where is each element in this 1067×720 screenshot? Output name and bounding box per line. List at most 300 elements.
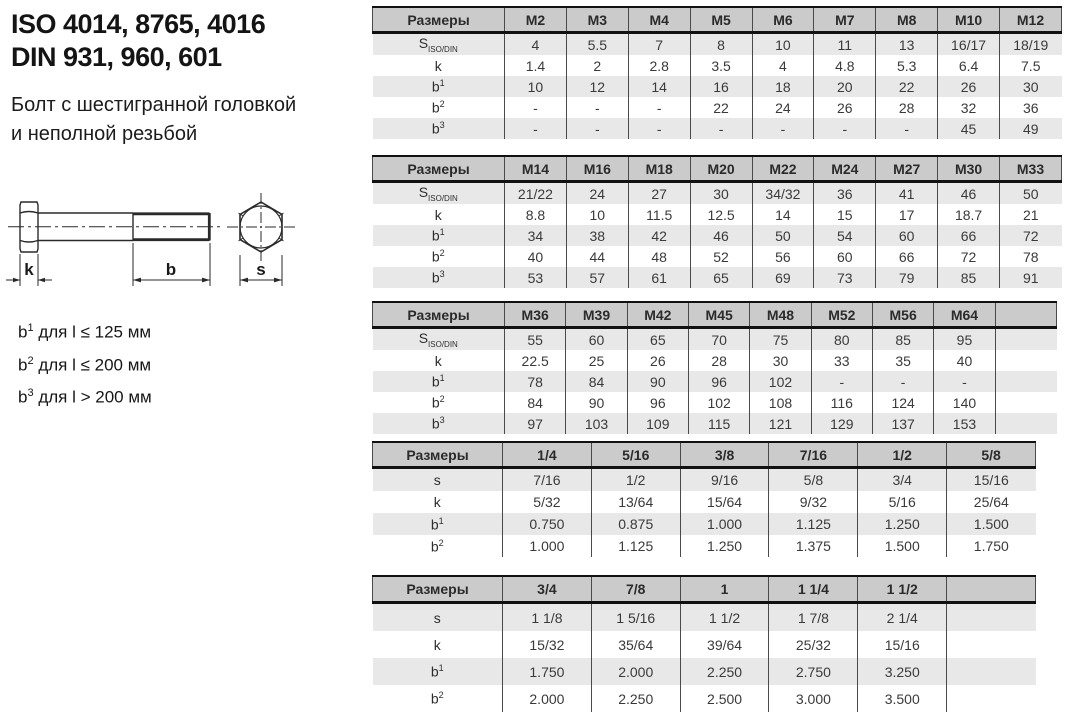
value-cell: 5.5 [566,33,628,56]
value-cell: 15/64 [680,491,769,513]
col-header-sizes: Размеры [373,7,505,33]
value-cell: 15/32 [503,631,592,658]
value-cell: 90 [566,392,627,413]
value-cell: 25 [566,350,627,371]
value-cell: 15/16 [858,631,947,658]
value-cell: 121 [750,413,811,434]
col-header-3-8: 3/8 [680,442,769,468]
value-cell: 2.8 [628,55,690,76]
table-row [373,267,1062,288]
row-label-s: $S_{ISO/DIN}$ [373,182,505,205]
value-cell [995,328,1056,351]
value-cell: 0.875 [591,513,680,535]
value-cell: 25/64 [947,491,1036,513]
value-cell: 2.500 [680,685,769,712]
value-cell: 40 [505,246,567,267]
dim-s-arrow-left [240,278,248,283]
value-cell: 0.750 [503,513,592,535]
value-cell: 3.5 [690,55,752,76]
value-cell [995,413,1056,434]
value-cell: 108 [750,392,811,413]
value-cell: 78 [505,371,566,392]
value-cell: 49 [1000,118,1062,139]
value-cell: 1 1/2 [680,603,769,632]
header-row [373,442,1036,468]
value-cell: 2.000 [591,658,680,685]
value-cell: 38 [566,225,628,246]
row-label-s: s [373,468,503,492]
value-cell: 79 [876,267,938,288]
value-cell: 1.000 [680,513,769,535]
value-cell: 13 [876,33,938,56]
col-header-7-8: 7/8 [591,576,680,603]
table-row [373,468,1036,492]
col-header-m42: M42 [627,302,688,328]
value-cell [995,392,1056,413]
value-cell [995,350,1056,371]
value-cell: 95 [934,328,995,351]
value-cell [947,603,1036,632]
value-cell: 22.5 [505,350,566,371]
value-cell: 85 [872,328,933,351]
page-title-iso: ISO 4014, 8765, 4016 [11,9,266,39]
table-row [373,658,1036,685]
value-cell: 12 [566,76,628,97]
value-cell: - [811,371,872,392]
value-cell: 84 [566,371,627,392]
value-cell: 16 [690,76,752,97]
value-cell [947,658,1036,685]
col-header-m48: M48 [750,302,811,328]
col-header-m7: M7 [814,7,876,33]
value-cell: 1.250 [858,513,947,535]
col-header-m45: M45 [688,302,749,328]
value-cell: 45 [938,118,1000,139]
table-row [373,328,1057,351]
table-row [373,182,1062,205]
value-cell: 2.750 [769,658,858,685]
value-cell: 56 [752,246,814,267]
row-label-b3: $b^3$ [373,118,505,139]
col-header-m22: M22 [752,156,814,182]
value-cell: 48 [628,246,690,267]
value-cell: 2 [566,55,628,76]
row-label-k: k [373,55,505,76]
col-header-1-4: 1/4 [503,442,592,468]
value-cell: 14 [628,76,690,97]
subtitle-line-1: Болт с шестигранной головкой [11,94,297,116]
col-header-m36: M36 [505,302,566,328]
value-cell: 7.5 [1000,55,1062,76]
value-cell: 69 [752,267,814,288]
value-cell: 153 [934,413,995,434]
value-cell: 1.375 [769,535,858,557]
row-label-b1: $b^1$ [373,658,503,685]
header-row [373,7,1062,33]
col-header-m10: M10 [938,7,1000,33]
table-row [373,204,1062,225]
value-cell: 4 [752,55,814,76]
value-cell: 14 [752,204,814,225]
table-row [373,246,1062,267]
value-cell: 20 [814,76,876,97]
value-cell: 1.125 [769,513,858,535]
value-cell: 26 [627,350,688,371]
value-cell: 4.8 [814,55,876,76]
hex-centerlines [227,193,295,261]
header-row [373,302,1057,328]
value-cell: 36 [1000,97,1062,118]
col-header-m56: M56 [872,302,933,328]
value-cell: 35 [872,350,933,371]
value-cell: 10 [505,76,567,97]
value-cell: - [566,97,628,118]
value-cell: 22 [876,76,938,97]
value-cell: 2 1/4 [858,603,947,632]
value-cell: 1/2 [591,468,680,492]
table-row [373,631,1036,658]
value-cell: - [934,371,995,392]
value-cell: 137 [872,413,933,434]
col-header-1: 1 [680,576,769,603]
col-header-sizes: Размеры [373,302,505,328]
value-cell: 17 [876,204,938,225]
thread-length-notes [18,314,152,412]
value-cell: 34 [505,225,567,246]
value-cell: - [872,371,933,392]
value-cell: 33 [811,350,872,371]
value-cell: 60 [876,225,938,246]
col-header-m64: M64 [934,302,995,328]
value-cell: 6.4 [938,55,1000,76]
value-cell: 30 [1000,76,1062,97]
bolt-technical-drawing [0,185,350,320]
row-label-s: s [373,603,503,632]
col-header-m16: M16 [566,156,628,182]
value-cell: 1 7/8 [769,603,858,632]
value-cell: 13/64 [591,491,680,513]
row-label-k: k [373,350,505,371]
col-header-empty [995,302,1056,328]
value-cell: - [752,118,814,139]
col-header-m30: M30 [938,156,1000,182]
table-row [373,350,1057,371]
value-cell: - [628,118,690,139]
value-cell: 30 [750,350,811,371]
col-header-m27: M27 [876,156,938,182]
value-cell: 39/64 [680,631,769,658]
subtitle [11,91,296,149]
note-b1: $b^1$ для l ≤ 125 мм [18,322,152,342]
value-cell: 16/17 [938,33,1000,56]
value-cell: 5/8 [769,468,858,492]
col-header-1-2: 1/2 [858,442,947,468]
value-cell: 103 [566,413,627,434]
dimension-table-imperial-large [372,575,1036,712]
value-cell: 50 [1000,182,1062,205]
value-cell: 1.4 [505,55,567,76]
value-cell: 1.750 [947,535,1036,557]
title-block [11,8,265,74]
value-cell: 26 [938,76,1000,97]
value-cell: 27 [628,182,690,205]
value-cell: - [505,97,567,118]
row-label-b1: $b^1$ [373,225,505,246]
value-cell: 140 [934,392,995,413]
value-cell: 60 [814,246,876,267]
value-cell: 22 [690,97,752,118]
value-cell: 28 [876,97,938,118]
note-b3: $b^3$ для l > 200 мм [18,387,152,407]
table-row [373,76,1062,97]
value-cell: 3.000 [769,685,858,712]
value-cell: 5/32 [503,491,592,513]
value-cell: 26 [814,97,876,118]
col-header-sizes: Размеры [373,576,503,603]
row-label-b2: $b^2$ [373,97,505,118]
row-label-s: $S_{ISO/DIN}$ [373,33,505,56]
table-row [373,535,1036,557]
subtitle-line-2: и неполной резьбой [11,123,198,145]
value-cell: 1.750 [503,658,592,685]
value-cell: 24 [752,97,814,118]
table-row [373,603,1036,632]
value-cell: 7 [628,33,690,56]
col-header-m3: M3 [566,7,628,33]
value-cell: 11 [814,33,876,56]
value-cell: 34/32 [752,182,814,205]
table-row [373,685,1036,712]
value-cell: 57 [566,267,628,288]
value-cell: - [628,97,690,118]
col-header-m2: M2 [505,7,567,33]
row-label-b1: $b^1$ [373,76,505,97]
value-cell: 102 [688,392,749,413]
col-header-sizes: Размеры [373,442,503,468]
table-row [373,97,1062,118]
value-cell: 78 [1000,246,1062,267]
value-cell: 90 [627,371,688,392]
value-cell: 1 1/8 [503,603,592,632]
value-cell: 7/16 [503,468,592,492]
value-cell: 9/16 [680,468,769,492]
value-cell: 66 [938,225,1000,246]
value-cell: 55 [505,328,566,351]
value-cell: 18/19 [1000,33,1062,56]
col-header-m24: M24 [814,156,876,182]
value-cell: 72 [1000,225,1062,246]
value-cell: 18 [752,76,814,97]
value-cell: 96 [688,371,749,392]
value-cell: 21 [1000,204,1062,225]
value-cell: 61 [628,267,690,288]
col-header-m33: M33 [1000,156,1062,182]
value-cell: 3/4 [858,468,947,492]
bolt-head-chamfer-top [20,212,38,214]
value-cell: 53 [505,267,567,288]
dim-s-arrow-right [274,278,282,283]
value-cell: 10 [752,33,814,56]
value-cell: 12.5 [690,204,752,225]
value-cell: 9/32 [769,491,858,513]
bolt-head-chamfer-bottom [20,241,38,243]
value-cell: 42 [628,225,690,246]
value-cell: 124 [872,392,933,413]
value-cell: - [505,118,567,139]
dim-b-arrow-left [133,278,141,283]
value-cell: 32 [938,97,1000,118]
value-cell: - [814,118,876,139]
value-cell [995,371,1056,392]
dim-b-arrow-right [202,278,210,283]
value-cell: 96 [627,392,688,413]
value-cell: 46 [690,225,752,246]
value-cell: 84 [505,392,566,413]
col-header-m18: M18 [628,156,690,182]
value-cell: 24 [566,182,628,205]
value-cell [947,685,1036,712]
row-label-s: $S_{ISO/DIN}$ [373,328,505,351]
value-cell: 116 [811,392,872,413]
col-header-sizes: Размеры [373,156,505,182]
value-cell: 46 [938,182,1000,205]
row-label-k: k [373,204,505,225]
header-row [373,576,1036,603]
col-header-m5: M5 [690,7,752,33]
table-row [373,55,1062,76]
value-cell: 97 [505,413,566,434]
value-cell: 65 [627,328,688,351]
dimension-table-metric-m2-m12 [372,6,1062,139]
table-row [373,225,1062,246]
row-label-b2: $b^2$ [373,535,503,557]
value-cell: 2.000 [503,685,592,712]
table-row [373,392,1057,413]
value-cell: 8.8 [505,204,567,225]
value-cell: 1.000 [503,535,592,557]
col-header-m52: M52 [811,302,872,328]
note-b2: $b^2$ для l ≤ 200 мм [18,354,152,375]
value-cell: 18.7 [938,204,1000,225]
value-cell: 3.250 [858,658,947,685]
col-header-m8: M8 [876,7,938,33]
page-title-din: DIN 931, 960, 601 [11,42,222,72]
value-cell: 36 [814,182,876,205]
value-cell: 4 [505,33,567,56]
col-header-5-8: 5/8 [947,442,1036,468]
table-row [373,513,1036,535]
row-label-b1: $b^1$ [373,371,505,392]
row-label-b2: $b^2$ [373,392,505,413]
dim-label-b: b [165,260,177,279]
value-cell: 70 [688,328,749,351]
value-cell: 28 [688,350,749,371]
col-header-m4: M4 [628,7,690,33]
value-cell: 21/22 [505,182,567,205]
table-row [373,491,1036,513]
value-cell: 25/32 [769,631,858,658]
value-cell: 80 [811,328,872,351]
value-cell: 75 [750,328,811,351]
value-cell: 1.250 [680,535,769,557]
value-cell: 66 [876,246,938,267]
value-cell: 30 [690,182,752,205]
col-header-3-4: 3/4 [503,576,592,603]
value-cell: 3.500 [858,685,947,712]
value-cell: 52 [690,246,752,267]
header-row [373,156,1062,182]
value-cell: 2.250 [680,658,769,685]
value-cell: 10 [566,204,628,225]
value-cell: - [566,118,628,139]
dimension-table-metric-m36-m64 [372,301,1057,434]
row-label-k: k [373,491,503,513]
table-row [373,371,1057,392]
value-cell: 11.5 [628,204,690,225]
value-cell: 15/16 [947,468,1036,492]
value-cell: 91 [1000,267,1062,288]
value-cell: - [876,118,938,139]
dimension-table-metric-m14-m33 [372,155,1062,288]
value-cell: 8 [690,33,752,56]
value-cell: 60 [566,328,627,351]
col-header-7-16: 7/16 [769,442,858,468]
col-header-5-16: 5/16 [591,442,680,468]
value-cell: 44 [566,246,628,267]
col-header-m20: M20 [690,156,752,182]
value-cell: 15 [814,204,876,225]
value-cell: 35/64 [591,631,680,658]
table-row [373,413,1057,434]
row-label-k: k [373,631,503,658]
value-cell: 65 [690,267,752,288]
value-cell: 102 [750,371,811,392]
value-cell: 54 [814,225,876,246]
row-label-b2: $b^2$ [373,246,505,267]
value-cell: 109 [627,413,688,434]
col-header-1-1-4: 1 1/4 [769,576,858,603]
value-cell: 50 [752,225,814,246]
value-cell: 1.500 [858,535,947,557]
value-cell: 41 [876,182,938,205]
table-row [373,118,1062,139]
value-cell: 1.500 [947,513,1036,535]
col-header-m12: M12 [1000,7,1062,33]
row-label-b1: $b^1$ [373,513,503,535]
row-label-b3: $b^3$ [373,413,505,434]
row-label-b2: $b^2$ [373,685,503,712]
value-cell: 1.125 [591,535,680,557]
row-label-b3: $b^3$ [373,267,505,288]
value-cell: 129 [811,413,872,434]
value-cell: 73 [814,267,876,288]
value-cell: 72 [938,246,1000,267]
value-cell: 5.3 [876,55,938,76]
dim-label-s: s [256,260,266,279]
value-cell: 85 [938,267,1000,288]
col-header-1-1-2: 1 1/2 [858,576,947,603]
value-cell: - [690,118,752,139]
col-header-m6: M6 [752,7,814,33]
dim-k-arrow-left [13,278,20,283]
value-cell: 5/16 [858,491,947,513]
table-row [373,33,1062,56]
value-cell [947,631,1036,658]
dim-k-arrow-right [38,278,45,283]
value-cell: 1 5/16 [591,603,680,632]
dimension-table-imperial-small [372,441,1036,557]
value-cell: 2.250 [591,685,680,712]
